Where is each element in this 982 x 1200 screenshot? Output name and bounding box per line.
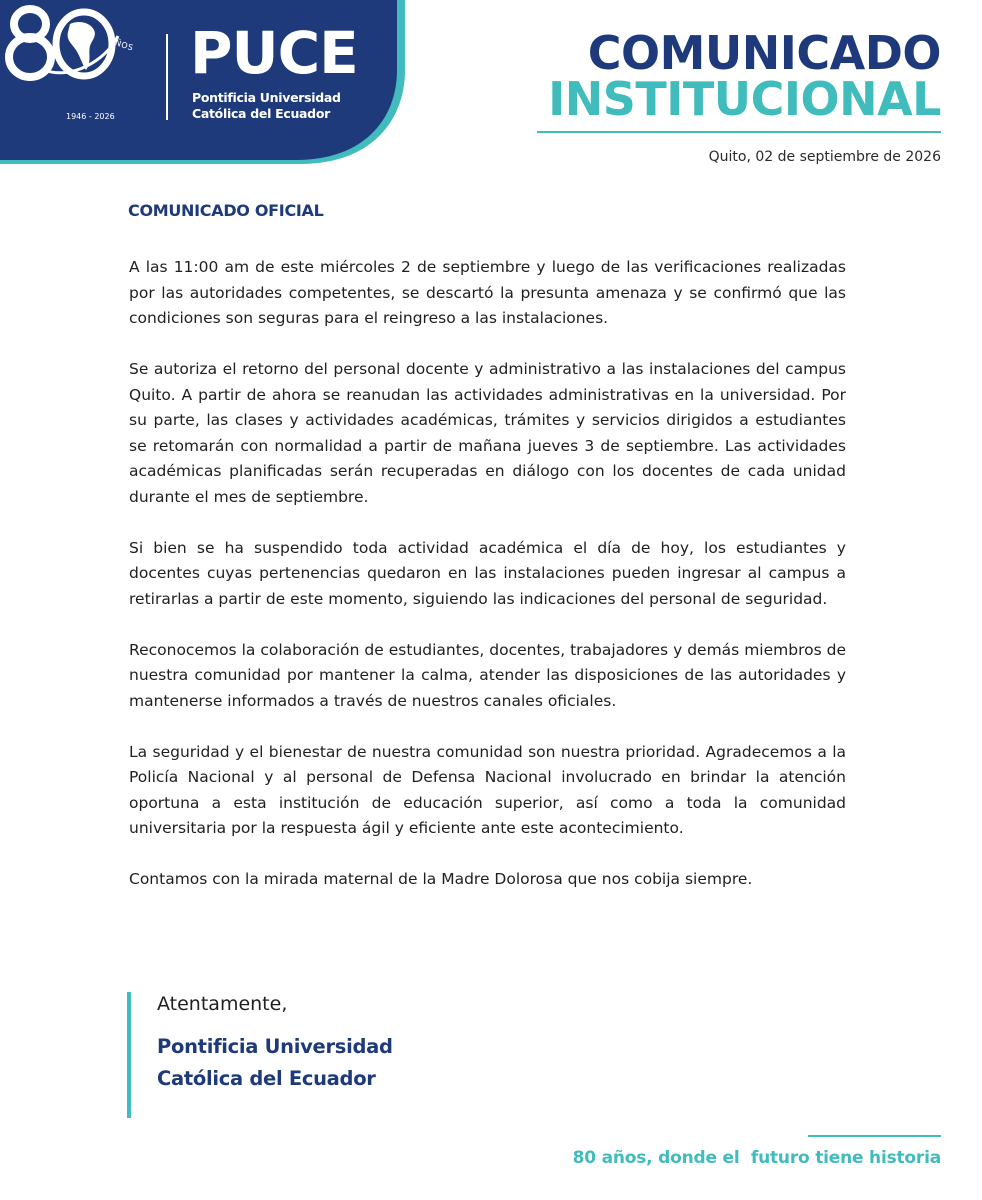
footer-rule bbox=[808, 1135, 941, 1137]
logo-acronym: PUCE bbox=[190, 19, 358, 87]
body-paragraph-1: A las 11:00 am de este miércoles 2 de septiembre y luego de las verificaciones realizadas por las autoridades competentes, se descartó la presunta amenaza y se confirmó que las condiciones son seguras para el reingreso a las instalaciones. bbox=[129, 258, 846, 327]
footer-slogan: 80 años, donde el futuro tiene historia bbox=[572, 1148, 941, 1168]
university-logo-block bbox=[0, 0, 405, 164]
body-paragraph-4: Reconocemos la colaboración de estudiantes, docentes, trabajadores y demás miembros de nuestra comunidad por mantener la calma, atender las disposiciones de las autoridades y mantenerse informados a través de nuestros canales oficiales. bbox=[129, 640, 846, 710]
signature-greeting: Atentamente, bbox=[157, 993, 288, 1015]
logo-university-name bbox=[192, 90, 341, 122]
signature-accent-bar bbox=[127, 992, 131, 1118]
body-paragraph-5: La seguridad y el bienestar de nuestra comunidad son nuestra prioridad. Agradecemos a la Policía Nacional y al personal de Defensa Nacional involucrado en brindar la atención oportuna a esta institución de educación superior, así como a toda la comunidad universitaria por la respuesta ágil y eficiente ante este acontecimiento. bbox=[129, 742, 846, 837]
document-body bbox=[129, 255, 846, 893]
title-line-comunicado: COMUNICADO bbox=[587, 26, 941, 80]
body-paragraph-2: Se autoriza el retorno del personal docente y administrativo a las instalaciones del campus Quito. A partir de ahora se reanudan las actividades administrativas en la universidad. Por su parte, las clases y actividades académicas, trámites y servicios dirigidos a estudiantes se retomarán con normalidad a partir de mañana jueves 3 de septiembre. Las actividades académicas planificadas serán recuperadas en diálogo con los docentes de cada unidad durante el mes de septiembre. bbox=[129, 360, 846, 506]
logo-anos-text: AÑOS bbox=[108, 36, 135, 53]
logo-years-text: 1946 - 2026 bbox=[66, 112, 115, 121]
anniversary-80-emblem-icon bbox=[0, 0, 120, 90]
title-line-institucional: INSTITUCIONAL bbox=[548, 72, 941, 126]
document-date: Quito, 02 de septiembre de 2026 bbox=[708, 149, 941, 165]
logo-name-line2: Católica del Ecuador bbox=[192, 106, 330, 121]
signature-org-line2: Católica del Ecuador bbox=[157, 1067, 376, 1090]
signature-org-line1: Pontificia Universidad bbox=[157, 1035, 393, 1058]
signature-organization bbox=[157, 1031, 393, 1095]
document-heading: COMUNICADO OFICIAL bbox=[128, 201, 324, 220]
body-paragraph-3: Si bien se ha suspendido toda actividad académica el día de hoy, los estudiantes y docentes cuyas pertenencias quedaron en las instalaciones pueden ingresar al campus a retirarlas a partir de este momento, siguiendo las indicaciones del personal de seguridad. bbox=[129, 538, 846, 608]
logo-name-line1: Pontificia Universidad bbox=[192, 90, 341, 105]
title-underline-rule bbox=[537, 131, 941, 133]
logo-divider bbox=[166, 34, 168, 120]
body-paragraph-6: Contamos con la mirada maternal de la Madre Dolorosa que nos cobija siempre. bbox=[129, 870, 753, 888]
